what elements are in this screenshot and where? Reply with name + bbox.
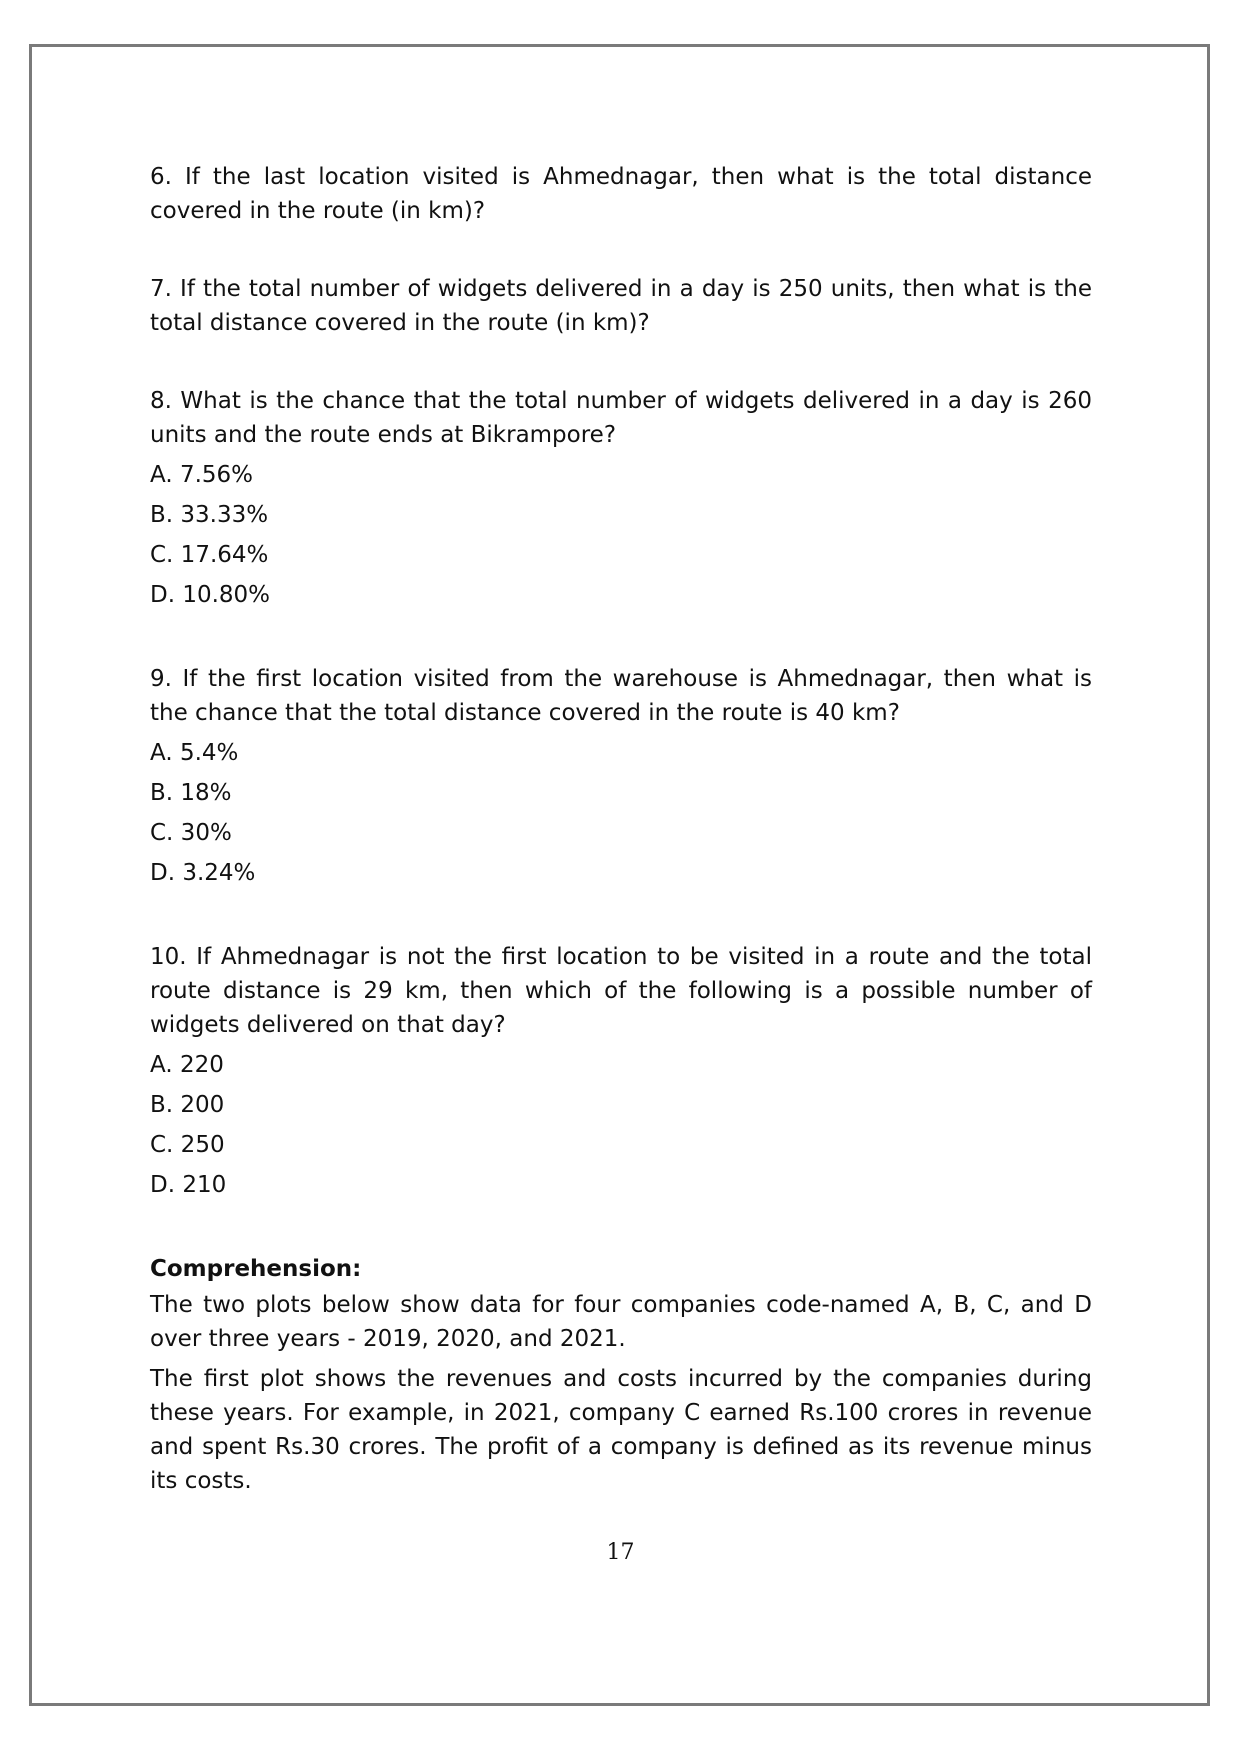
option-a: A. 5.4%	[150, 740, 239, 766]
option-c: C. 250	[150, 1132, 225, 1158]
option-a: A. 7.56%	[150, 462, 254, 488]
question-8	[150, 384, 1092, 618]
comprehension-section	[150, 1252, 1092, 1498]
option-b: B. 200	[150, 1092, 225, 1118]
option-a: A. 220	[150, 1052, 224, 1078]
page-number: 17	[606, 1540, 635, 1565]
option-d: D. 10.80%	[150, 582, 271, 608]
question-6	[150, 160, 1092, 228]
question-10	[150, 940, 1092, 1208]
option-c: C. 30%	[150, 820, 232, 846]
question-text: 8. What is the chance that the total number of widgets delivered in a day is 260 units and the route ends at Bikrampore?	[150, 388, 1092, 448]
options-list	[150, 736, 1092, 896]
option-c: C. 17.64%	[150, 542, 269, 568]
comprehension-paragraph: The first plot shows the revenues and costs incurred by the companies during these years. For example, in 2021, company C earned Rs.100 crores in revenue and spent Rs.30 crores. The profit of a company is defined as its revenue minus its costs.	[150, 1366, 1092, 1494]
options-list	[150, 458, 1092, 618]
question-7	[150, 272, 1092, 340]
options-list	[150, 1048, 1092, 1208]
question-9	[150, 662, 1092, 896]
question-text: 6. If the last location visited is Ahmednagar, then what is the total distance covered in the route (in km)?	[150, 164, 1092, 224]
comprehension-paragraph: The two plots below show data for four companies code-named A, B, C, and D over three years - 2019, 2020, and 2021.	[150, 1292, 1092, 1352]
page-content	[150, 160, 1092, 1504]
question-text: 7. If the total number of widgets delivered in a day is 250 units, then what is the total distance covered in the route (in km)?	[150, 276, 1092, 336]
question-text: 9. If the first location visited from the warehouse is Ahmednagar, then what is the chance that the total distance covered in the route is 40 km?	[150, 666, 1092, 726]
question-text: 10. If Ahmednagar is not the first location to be visited in a route and the total route distance is 29 km, then which of the following is a possible number of widgets delivered on that day?	[150, 944, 1092, 1038]
option-b: B. 33.33%	[150, 502, 269, 528]
option-d: D. 3.24%	[150, 860, 256, 886]
comprehension-heading: Comprehension:	[150, 1256, 362, 1282]
option-b: B. 18%	[150, 780, 232, 806]
option-d: D. 210	[150, 1172, 227, 1198]
